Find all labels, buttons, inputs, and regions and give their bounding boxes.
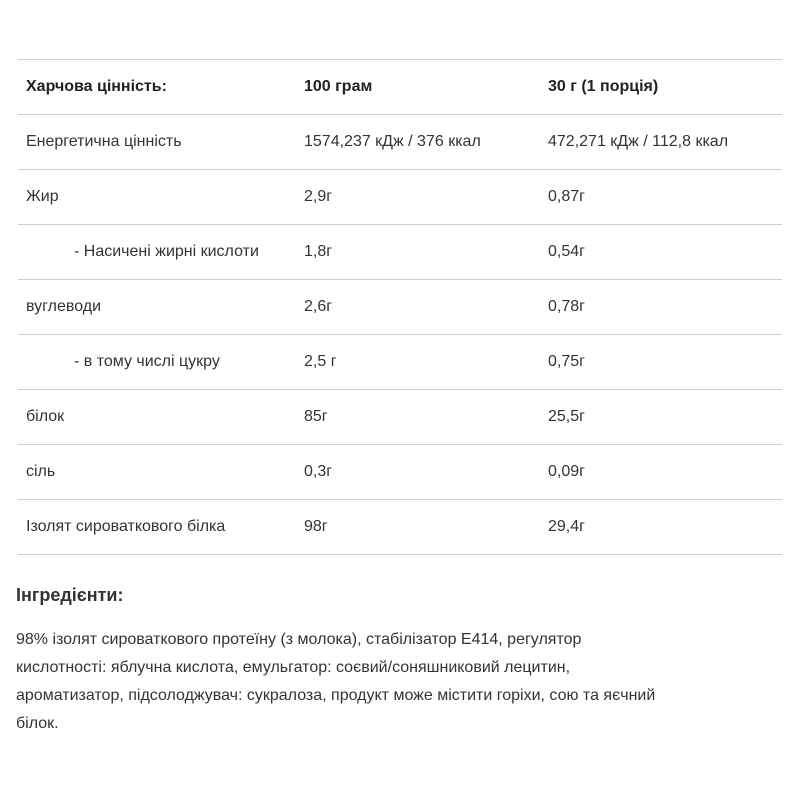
value-per-100g: 2,9г [304, 188, 333, 205]
ingredients-line: ароматизатор, підсолоджувач: сукралоза, продукт може містити горіхи, сою та яєчний [16, 687, 656, 704]
value-per-serving: 0,75г [548, 353, 585, 370]
table-row [18, 499, 782, 555]
table-row [18, 169, 782, 224]
nutrient-name: білок [26, 408, 65, 425]
table-row [18, 279, 782, 334]
value-per-100g: 98г [304, 518, 328, 535]
ingredients-line: 98% ізолят сироваткового протеїну (з молока), стабілізатор E414, регулятор [16, 631, 582, 648]
value-per-serving: 472,271 кДж / 112,8 ккал [548, 133, 729, 150]
value-per-100g: 0,3г [304, 463, 333, 480]
header-nutrition-value: Харчова цінність: [26, 78, 167, 95]
value-per-serving: 0,78г [548, 298, 585, 315]
nutrition-table [18, 59, 782, 555]
value-per-serving: 29,4г [548, 518, 585, 535]
table-row [18, 224, 782, 279]
table-row [18, 444, 782, 499]
value-per-serving: 25,5г [548, 408, 585, 425]
nutrient-name: Ізолят сироваткового білка [26, 518, 226, 535]
value-per-100g: 2,6г [304, 298, 333, 315]
nutrient-name: - в тому числі цукру [74, 353, 220, 370]
ingredients-line: кислотності: яблучна кислота, емульгатор: соєвий/соняшниковий лецитин, [16, 659, 571, 676]
nutrient-name: Енергетична цінність [26, 133, 182, 150]
value-per-serving: 0,09г [548, 463, 585, 480]
ingredients-text [16, 626, 786, 738]
table-row [18, 389, 782, 444]
value-per-serving: 0,54г [548, 243, 585, 260]
table-row [18, 114, 782, 169]
value-per-100g: 1574,237 кДж / 376 ккал [304, 133, 481, 150]
value-per-100g: 2,5 г [304, 353, 337, 370]
value-per-100g: 1,8г [304, 243, 333, 260]
value-per-100g: 85г [304, 408, 328, 425]
value-per-serving: 0,87г [548, 188, 585, 205]
nutrient-name: вуглеводи [26, 298, 102, 315]
header-per-100g: 100 грам [304, 78, 373, 95]
nutrient-name: Жир [26, 188, 59, 205]
ingredients-heading: Інгредієнти: [16, 585, 124, 605]
nutrient-name: сіль [26, 463, 56, 480]
nutrient-name: - Насичені жирні кислоти [74, 243, 259, 260]
ingredients-line: білок. [16, 715, 59, 732]
header-per-serving: 30 г (1 порція) [548, 78, 659, 95]
nutrition-header-row [18, 59, 782, 114]
table-row [18, 334, 782, 389]
